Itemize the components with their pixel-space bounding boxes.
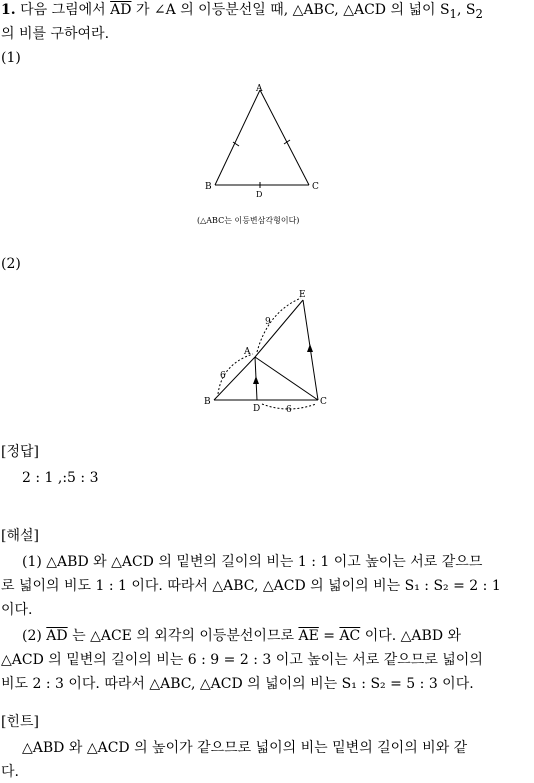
fig2-length-ab: 6 [220, 371, 226, 381]
explanation-p2-line-1 [22, 626, 461, 646]
explanation-p1-line-3: 이다. [1, 602, 33, 618]
fig2-vertex-b: B [204, 397, 211, 407]
explanation-part: 는 △ACE 의 외각의 이등분선이므로 [72, 628, 294, 644]
equals-sign: = [323, 628, 335, 644]
problem-text-part: 가 ∠A 의 이등분선일 때, △ABC, △ACD 의 넓이 S [135, 2, 450, 18]
figure-2-diagram [0, 284, 534, 424]
segment-ad: $\overline{AD}$ [46, 628, 68, 644]
fig2-vertex-d: D [253, 404, 261, 414]
figure-1-label: (1) [1, 50, 21, 66]
explanation-p1-line-1: (1) △ABD 와 △ACD 의 밑변의 길이의 비는 1 : 1 이고 높이는 서로 같으므 [22, 554, 483, 570]
explanation-part: (2) [22, 628, 42, 644]
problem-line-1 [1, 0, 483, 24]
fig1-caption: (△ABC는 이등변삼각형이다) [197, 216, 300, 225]
subscript: 2 [475, 6, 483, 21]
answer-heading: [정답] [1, 444, 39, 460]
problem-text-part: 다음 그림에서 [20, 2, 106, 18]
figure-2-label: (2) [1, 256, 21, 272]
hint-line-1: △ABD 와 △ACD 의 높이가 같으므로 넓이의 비는 밑변의 길이의 비와 같 [22, 740, 468, 756]
segment-ac: $\overline{AC}$ [339, 628, 361, 644]
fig1-vertex-a: A [256, 84, 263, 94]
figure-1-diagram [0, 78, 534, 238]
answer-text: 2 : 1 ,:5 : 3 [22, 470, 99, 486]
problem-line-2: 의 비를 구하여라. [1, 26, 110, 42]
explanation-heading: [해설] [1, 528, 39, 544]
hint-heading: [힌트] [1, 714, 39, 730]
problem-number: 1. [1, 2, 16, 18]
segment-ae: $\overline{AE}$ [298, 628, 319, 644]
fig1-vertex-d: D [256, 190, 263, 199]
fig2-vertex-a: A [244, 347, 251, 357]
fig2-vertex-c: C [320, 397, 327, 407]
subscript: 1 [449, 6, 457, 21]
fig2-vertex-e: E [299, 290, 306, 300]
fig1-vertex-b: B [205, 182, 212, 192]
fig1-vertex-c: C [312, 182, 319, 192]
fig2-length-ae: 9 [265, 317, 271, 327]
fig2-length-dc: 6 [286, 405, 292, 415]
explanation-part: 이다. △ABD 와 [364, 628, 462, 644]
explanation-p2-line-2: △ACD 의 밑변의 길이의 비는 6 : 9 = 2 : 3 이고 높이는 서로 같으므로 넓이의 [1, 652, 483, 668]
hint-line-2: 다. [1, 764, 19, 780]
segment-ad: $\overline{AD}$ [110, 2, 132, 18]
problem-text-part: , S [456, 2, 476, 18]
explanation-p2-line-3: 비도 2 : 3 이다. 따라서 △ABC, △ACD 의 넓이의 비는 S₁ : S₂ = 5 : 3 이다. [1, 676, 474, 692]
explanation-p1-line-2: 로 넓이의 비도 1 : 1 이다. 따라서 △ABC, △ACD 의 넓이의 비는 S₁ : S₂ = 2 : 1 [1, 578, 501, 594]
